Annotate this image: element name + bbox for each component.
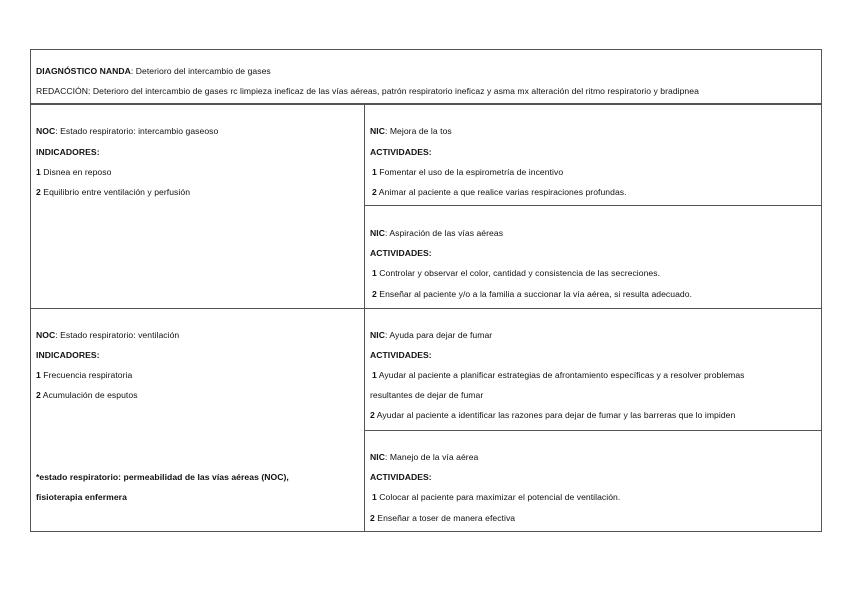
indicator-2-1-num: 1 [36, 370, 41, 380]
nic-2-1-line [370, 330, 492, 341]
activities-2-1-heading: ACTIVIDADES: [370, 350, 432, 360]
diagnosis-line [36, 66, 271, 77]
diagnosis-text: : Deterioro del intercambio de gases [130, 66, 271, 76]
activity-2-1-1-text: Ayudar al paciente a planificar estrategias de afrontamiento específicas y a resolver problemas [376, 370, 745, 380]
redaction-label: REDACCIÓN [36, 86, 89, 96]
activity-2-1-2 [370, 410, 735, 421]
diagnosis-label: DIAGNÓSTICO NANDA [36, 66, 131, 76]
activity-2-2-1 [372, 492, 620, 503]
activity-1-2-2-text: Enseñar al paciente y/o a la familia a succionar la vía aérea, si resulta adecuado. [376, 289, 693, 299]
activity-2-1-2-text: Ayudar al paciente a identificar las razones para dejar de fumar y las barreras que lo impiden [374, 410, 736, 420]
activity-1-2-2 [372, 289, 692, 300]
nic-2-1-text: : Ayuda para dejar de fumar [384, 330, 493, 340]
activity-1-2-2-num: 2 [372, 289, 377, 299]
nic-1-1-label: NIC [370, 126, 385, 136]
noc-1-line [36, 126, 218, 137]
indicator-1-1-num: 1 [36, 167, 41, 177]
redaction-line [36, 86, 699, 97]
activity-1-2-1 [372, 268, 660, 279]
column-divider [364, 104, 365, 532]
activity-2-1-1 [372, 370, 745, 381]
row-divider-nic-2 [364, 430, 822, 431]
nic-2-2-line [370, 452, 478, 463]
activity-2-1-1-continuation: resultantes de dejar de fumar [370, 390, 484, 400]
indicator-2-2-text: Acumulación de esputos [40, 390, 138, 400]
indicator-1-2-num: 2 [36, 187, 41, 197]
nic-1-2-text: : Aspiración de las vías aéreas [384, 228, 504, 238]
activity-2-2-1-text: Colocar al paciente para maximizar el potencial de ventilación. [376, 492, 621, 502]
noc-1-label: NOC [36, 126, 56, 136]
activity-2-2-2 [370, 513, 515, 524]
activity-1-1-2-num: 2 [372, 187, 377, 197]
nic-2-1-label: NIC [370, 330, 385, 340]
indicators-2-heading: INDICADORES: [36, 350, 100, 360]
activity-2-1-1-num: 1 [372, 370, 377, 380]
row-divider-blocks [30, 308, 822, 309]
activity-1-2-1-num: 1 [372, 268, 377, 278]
note-line-2: fisioterapia enfermera [36, 492, 127, 502]
noc-1-text: : Estado respiratorio: intercambio gaseoso [55, 126, 219, 136]
activities-2-2-heading: ACTIVIDADES: [370, 472, 432, 482]
indicator-2-1 [36, 370, 132, 381]
activity-1-1-1-text: Fomentar el uso de la espirometría de incentivo [376, 167, 564, 177]
activity-2-2-2-text: Enseñar a toser de manera efectiva [374, 513, 516, 523]
activity-1-1-2 [372, 187, 627, 198]
nic-1-2-label: NIC [370, 228, 385, 238]
activity-1-2-1-text: Controlar y observar el color, cantidad y consistencia de las secreciones. [376, 268, 661, 278]
activity-2-2-1-num: 1 [372, 492, 377, 502]
indicator-1-1 [36, 167, 111, 178]
noc-2-line [36, 330, 179, 341]
indicator-2-2-num: 2 [36, 390, 41, 400]
activity-1-1-1-num: 1 [372, 167, 377, 177]
row-divider-nic-1 [364, 205, 822, 206]
activity-1-1-2-text: Animar al paciente a que realice varias respiraciones profundas. [376, 187, 627, 197]
noc-2-text: : Estado respiratorio: ventilación [55, 330, 180, 340]
nic-1-1-line [370, 126, 452, 137]
nic-2-2-label: NIC [370, 452, 385, 462]
indicator-2-2 [36, 390, 138, 401]
nic-1-2-line [370, 228, 503, 239]
indicator-1-2-text: Equilibrio entre ventilación y perfusión [40, 187, 191, 197]
nic-1-1-text: : Mejora de la tos [384, 126, 452, 136]
indicator-1-1-text: Disnea en reposo [40, 167, 112, 177]
activities-1-1-heading: ACTIVIDADES: [370, 147, 432, 157]
indicator-1-2 [36, 187, 190, 198]
activities-1-2-heading: ACTIVIDADES: [370, 248, 432, 258]
note-line-1: *estado respiratorio: permeabilidad de las vías aéreas (NOC), [36, 472, 289, 482]
activity-2-2-2-num: 2 [370, 513, 375, 523]
redaction-text: : Deterioro del intercambio de gases rc limpieza ineficaz de las vías aéreas, patrón respiratorio ineficaz y asma mx alteración del ritmo respiratorio y bradipnea [88, 86, 699, 96]
nic-2-2-text: : Manejo de la vía aérea [384, 452, 479, 462]
activity-2-1-2-num: 2 [370, 410, 375, 420]
indicator-2-1-text: Frecuencia respiratoria [40, 370, 133, 380]
activity-1-1-1 [372, 167, 563, 178]
noc-2-label: NOC [36, 330, 56, 340]
indicators-1-heading: INDICADORES: [36, 147, 100, 157]
